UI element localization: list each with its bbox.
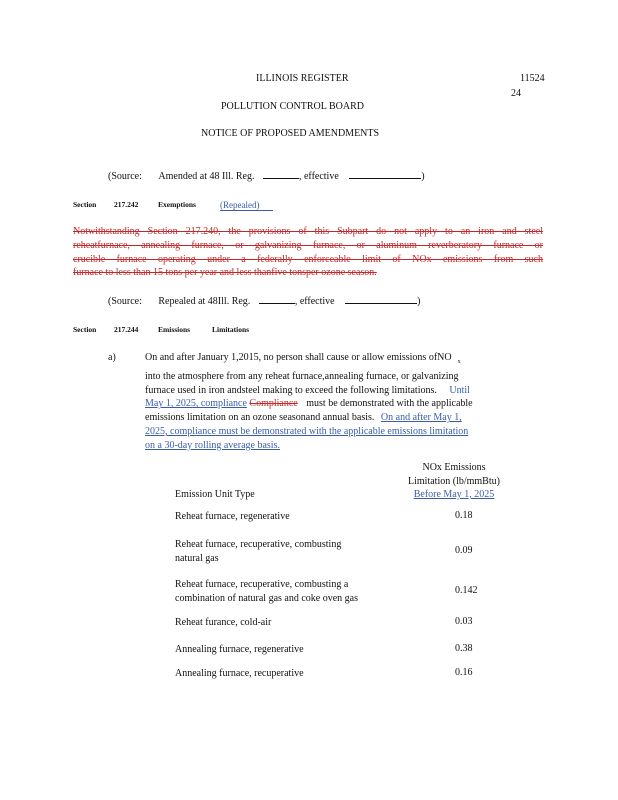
table-value: 0.03 — [455, 616, 473, 627]
item-marker: a) — [108, 352, 116, 363]
item-a-paragraph — [145, 351, 535, 453]
reg-blank — [263, 177, 299, 179]
effective-label: , effective — [298, 171, 339, 182]
table-value: 0.142 — [455, 585, 478, 596]
effective-blank — [349, 177, 421, 179]
table-row: Reheat furnace, recuperative, combusting a combination of natural gas and coke oven gas — [175, 579, 358, 604]
section-title: Exemptions — [158, 200, 196, 209]
struck-line: crucible furnace operating under a federally enforceable limit of NOx emissions from such — [73, 253, 543, 265]
item-line: emissions limitation on an ozone seasonand annual basis. On and after May 1, — [145, 412, 462, 424]
table-value: 0.38 — [455, 643, 473, 654]
struck-line: Notwithstanding Section 217.240, the provisions of this Subpart do not apply to an iron and steel — [73, 226, 543, 237]
item-added-line: 2025, compliance must be demonstrated with the applicable emissions limitation — [145, 425, 469, 437]
page-number: 11524 — [520, 73, 545, 84]
effective-blank — [345, 302, 417, 304]
table-col1-header: Emission Unit Type — [175, 489, 255, 500]
item-line: On and after January 1,2015, no person shall cause or allow emissions ofNO $_x$ — [145, 352, 461, 365]
section-number: 217.242 — [114, 200, 139, 209]
item-line: May 1, 2025, compliance Compliance must be demonstrated with the applicable — [145, 398, 473, 410]
col2-header-line: Limitation (lb/mmBtu) — [408, 475, 500, 487]
table-value: 0.18 — [455, 510, 473, 521]
board-title: POLLUTION CONTROL BOARD — [221, 101, 364, 112]
table-row: Reheat furnace, recuperative, combusting natural gas — [175, 539, 342, 564]
source-text: Amended at 48 Ill. Reg. — [158, 171, 255, 182]
issue-number: 24 — [511, 88, 521, 99]
register-title: ILLINOIS REGISTER — [256, 73, 349, 84]
source-text: Repealed at 48Ill. Reg. — [158, 296, 251, 307]
source-prefix: (Source: — [108, 171, 142, 182]
col2-header-added: Before May 1, 2025 — [413, 489, 495, 500]
section-number: 217.244 — [114, 325, 139, 334]
table-row: Annealing furnace, regenerative — [175, 644, 304, 655]
struck-line: reheatfurnace, annealing furnace, or galvanizing furnace, or aluminum reverberatory furnace or — [73, 239, 543, 251]
table-row: Reheat furance, cold-air — [175, 617, 272, 628]
struck-paragraph — [73, 225, 543, 280]
col2-header-line: NOx Emissions — [422, 462, 486, 473]
table-value: 0.16 — [455, 667, 473, 678]
source-prefix: (Source: — [108, 296, 142, 307]
item-line: into the atmosphere from any reheat furnace,annealing furnace, or galvanizing — [145, 370, 459, 382]
repealed-insertion: (Repealed) — [220, 200, 273, 211]
notice-title: NOTICE OF PROPOSED AMENDMENTS — [201, 128, 380, 139]
section-title: Emissions — [158, 325, 191, 334]
table-row: Reheat furnace, regenerative — [175, 511, 290, 522]
source-close: ) — [421, 171, 425, 182]
struck-line-last: furnace to less than 15 tons per year and less thanfive tonsper ozone season. — [73, 267, 377, 279]
effective-label: , effective — [294, 296, 335, 307]
source-line-repealed — [108, 296, 420, 307]
item-added-line: on a 30-day rolling average basis. — [145, 439, 280, 451]
source-close: ) — [417, 296, 421, 307]
table-col2-header — [380, 461, 528, 502]
source-line-amended — [108, 171, 425, 182]
table-value: 0.09 — [455, 545, 473, 556]
reg-blank — [259, 302, 295, 304]
section-title-2: Limitations — [212, 325, 250, 334]
table-row: Annealing furnace, recuperative — [175, 668, 304, 679]
section-label: Section — [73, 200, 97, 209]
section-label: Section — [73, 325, 97, 334]
item-line: furnace used in iron andsteel making to exceed the following limitations. Until — [145, 384, 470, 396]
